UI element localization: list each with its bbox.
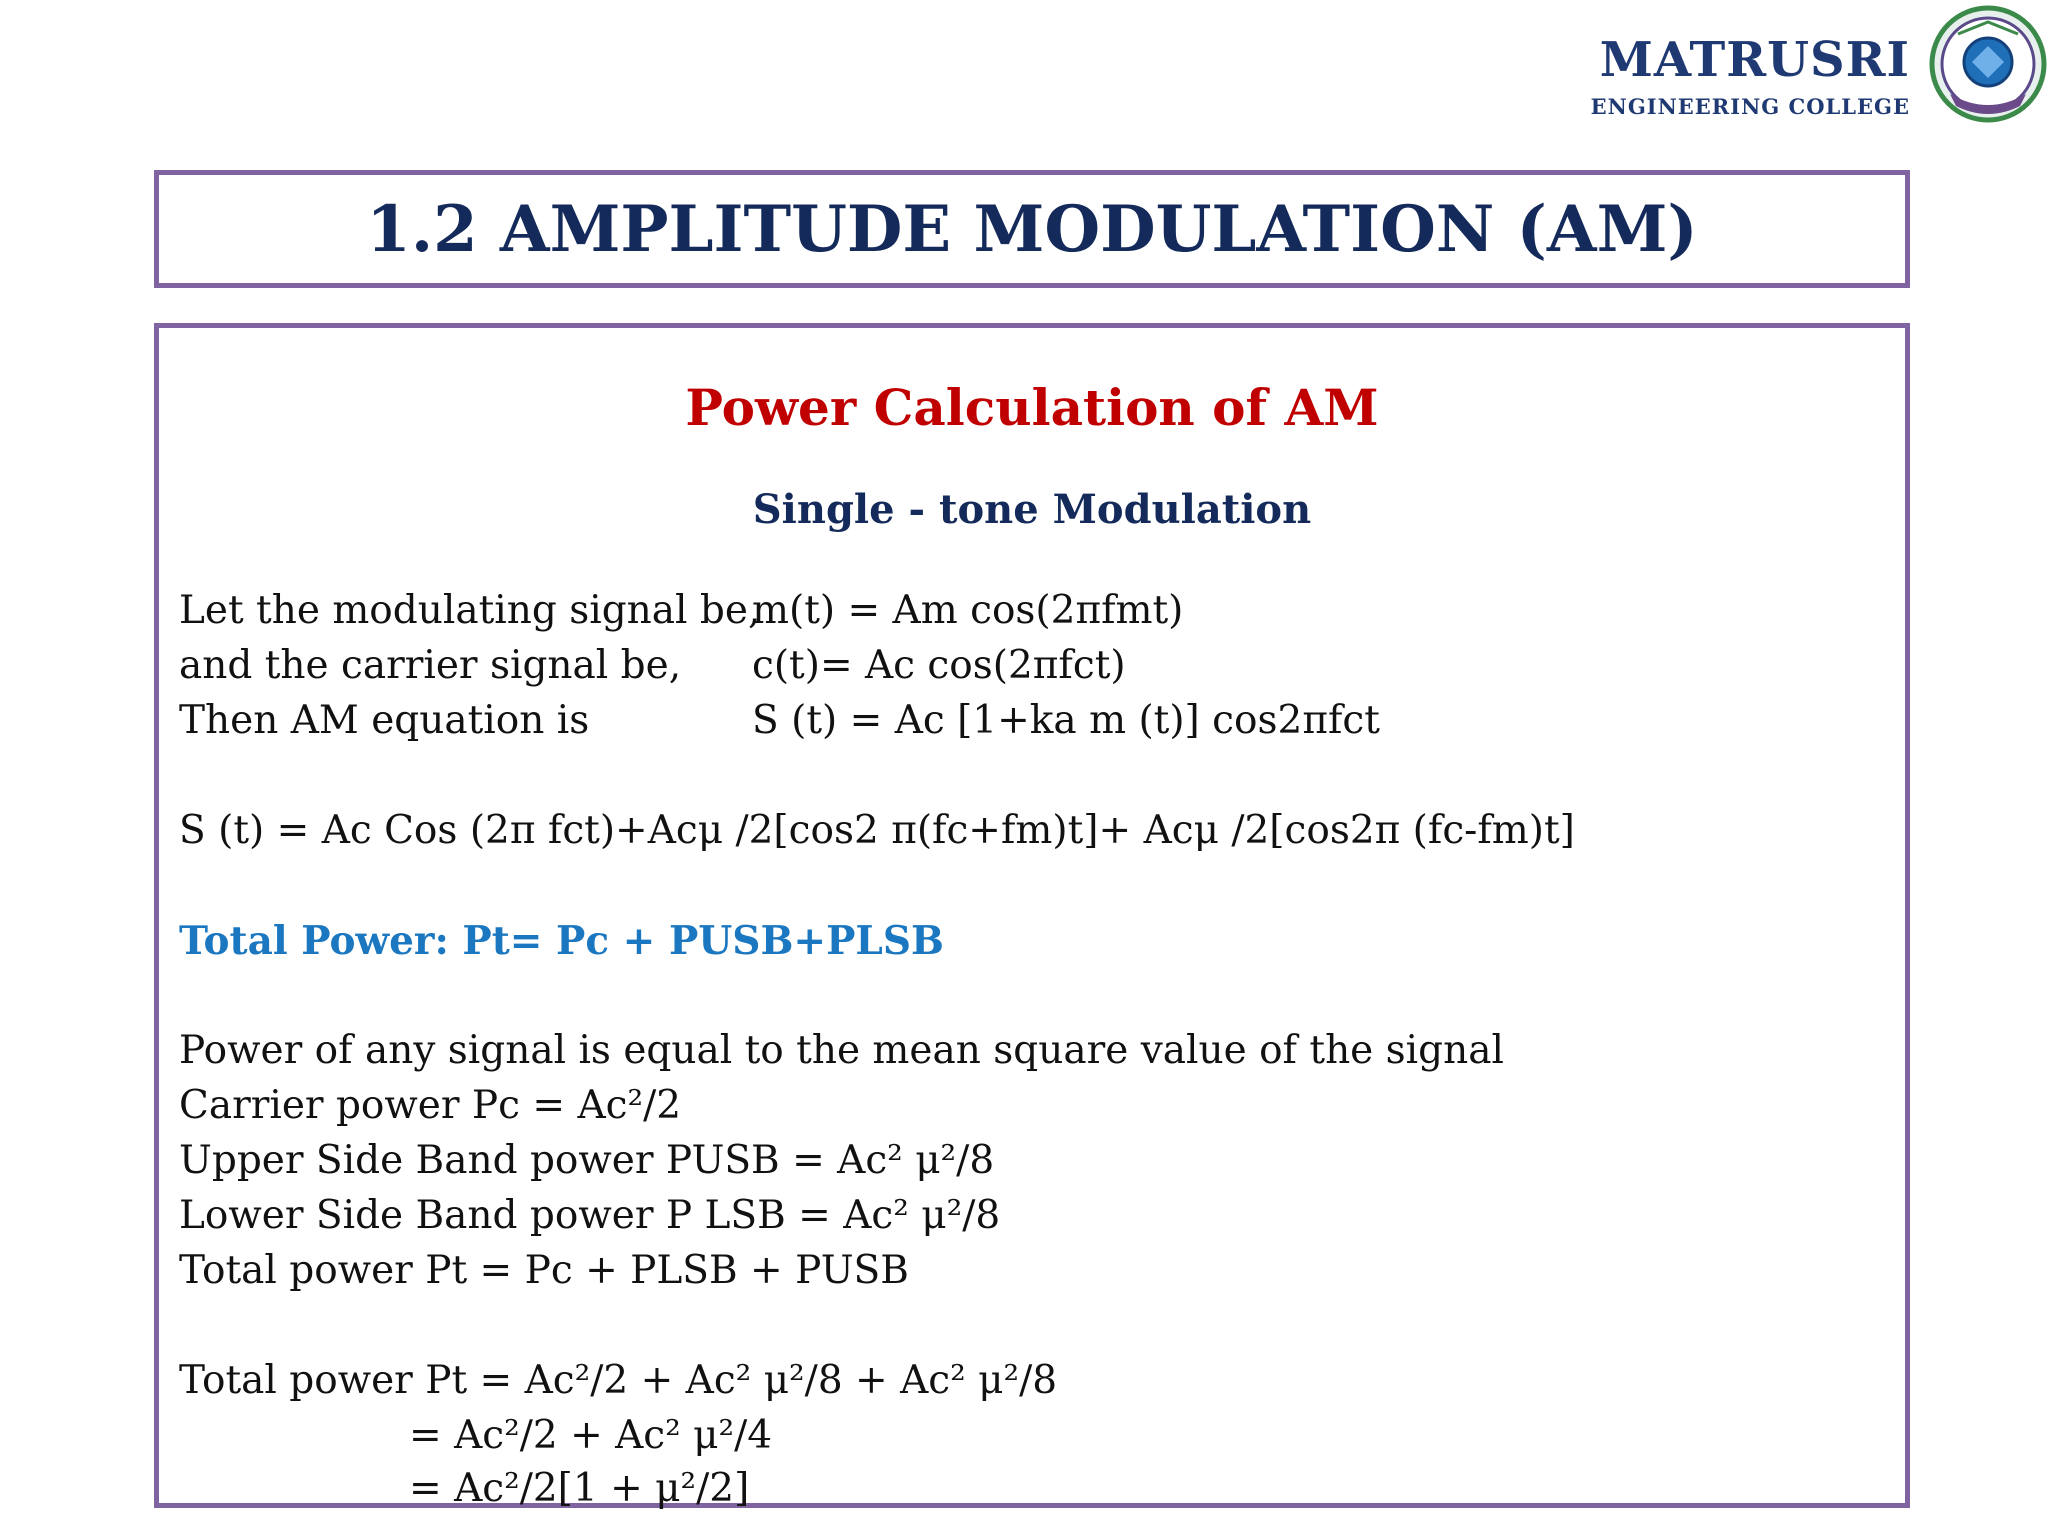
modulating-signal-label: Let the modulating signal be, — [179, 588, 761, 633]
carrier-signal-equation: c(t)= Ac cos(2πfct) — [752, 643, 1126, 688]
total-power-step-1: = Ac²/2 + Ac² μ²/4 — [409, 1413, 773, 1458]
carrier-signal-line — [179, 643, 1126, 690]
power-line: Power of any signal is equal to the mean square value of the signal — [179, 1028, 1504, 1073]
modulating-signal-line — [179, 588, 1184, 635]
expanded-am-equation: S (t) = Ac Cos (2π fct)+Acμ /2[cos2 π(fc+fm)t]+ Acμ /2[cos2π (fc-fm)t] — [179, 808, 1575, 853]
carrier-power-line: Carrier power Pc = Ac²/2 — [179, 1083, 682, 1128]
am-equation-label: Then AM equation is — [179, 698, 590, 743]
total-power-heading: Total Power: Pt= Pc + PUSB+PLSB — [179, 918, 944, 964]
section-subheading: Single - tone Modulation — [752, 486, 1312, 533]
total-power-expanded: Total power Pt = Ac²/2 + Ac² μ²/8 + Ac² μ²/8 — [179, 1358, 1058, 1403]
carrier-signal-label: and the carrier signal be, — [179, 643, 682, 688]
title-box — [154, 170, 1910, 288]
total-power-step-2: = Ac²/2[1 + μ²/2] — [409, 1466, 750, 1511]
am-equation-line — [179, 698, 1380, 745]
college-logo — [1590, 32, 2048, 150]
slide-title: 1.2 AMPLITUDE MODULATION (AM) — [366, 191, 1698, 267]
total-power-line: Total power Pt = Pc + PLSB + PUSB — [179, 1248, 909, 1293]
modulating-signal-equation: m(t) = Am cos(2πfmt) — [752, 588, 1184, 633]
college-seal-icon — [1928, 4, 2048, 124]
lsb-power-line: Lower Side Band power P LSB = Ac² μ²/8 — [179, 1193, 1001, 1238]
content-box — [154, 323, 1910, 1511]
logo-name: MATRUSRI — [1599, 32, 1910, 88]
logo-subtitle: ENGINEERING COLLEGE — [1590, 94, 1910, 119]
usb-power-line: Upper Side Band power PUSB = Ac² μ²/8 — [179, 1138, 995, 1183]
section-heading: Power Calculation of AM — [685, 378, 1379, 437]
am-equation: S (t) = Ac [1+ka m (t)] cos2πfct — [752, 698, 1380, 743]
